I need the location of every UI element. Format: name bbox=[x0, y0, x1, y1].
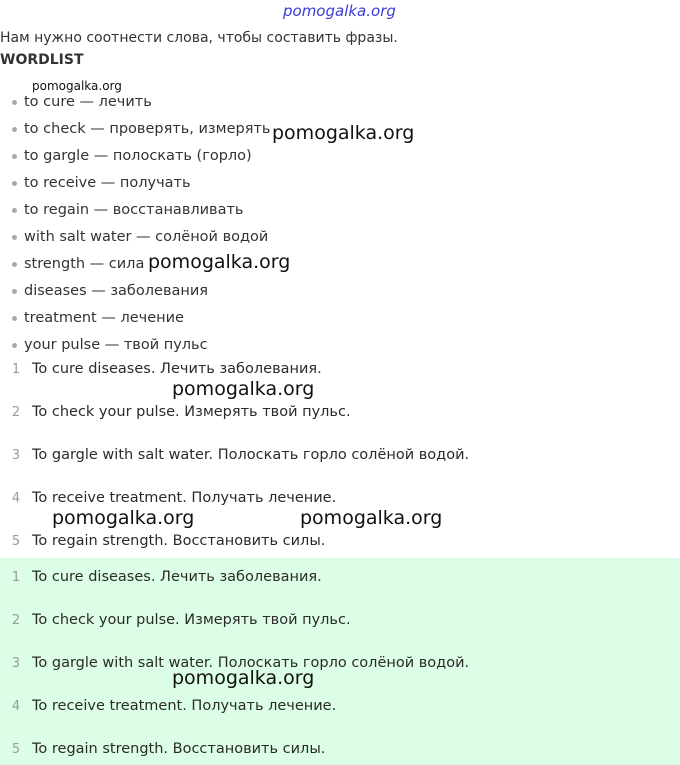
phrase-text: To receive treatment. Получать лечение. bbox=[32, 490, 337, 506]
wordlist-item bbox=[12, 304, 270, 331]
phrase-number: 1 bbox=[11, 361, 21, 377]
wordlist-item-text: treatment — лечение bbox=[24, 309, 184, 326]
answer-text: To cure diseases. Лечить заболевания. bbox=[32, 569, 322, 585]
answer-text: To regain strength. Восстановить силы. bbox=[32, 741, 326, 757]
phrase-text: To cure diseases. Лечить заболевания. bbox=[32, 361, 322, 377]
phrase-text: To gargle with salt water. Полоскать горло солёной водой. bbox=[32, 447, 470, 463]
phrase-number: 4 bbox=[11, 490, 21, 506]
watermark-top: pomogalka.org bbox=[283, 2, 396, 20]
phrase-row bbox=[0, 443, 469, 467]
phrase-number: 5 bbox=[11, 533, 21, 549]
watermark: pomogalka.org bbox=[52, 507, 195, 529]
bullet-icon bbox=[12, 127, 17, 132]
answer-text: To check your pulse. Измерять твой пульс. bbox=[32, 612, 351, 628]
wordlist-item-text: to gargle — полоскать (горло) bbox=[24, 147, 252, 164]
phrase-number: 3 bbox=[11, 447, 21, 463]
answer-text: To gargle with salt water. Полоскать горло солёной водой. bbox=[32, 655, 470, 671]
answer-number: 4 bbox=[11, 698, 21, 714]
wordlist-item bbox=[12, 223, 270, 250]
wordlist-item-text: to regain — восстанавливать bbox=[24, 201, 244, 218]
bullet-icon bbox=[12, 235, 17, 240]
bullet-icon bbox=[12, 181, 17, 186]
wordlist-item-text: with salt water — солёной водой bbox=[24, 228, 269, 245]
watermark: pomogalka.org bbox=[272, 122, 415, 144]
phrase-number: 2 bbox=[11, 404, 21, 420]
wordlist-item bbox=[12, 277, 270, 304]
bullet-icon bbox=[12, 154, 17, 159]
bullet-icon bbox=[12, 262, 17, 267]
answer-number: 1 bbox=[11, 569, 21, 585]
wordlist-item-text: your pulse — твой пульс bbox=[24, 336, 208, 353]
intro-text: Нам нужно соотнести слова, чтобы составить фразы. bbox=[0, 30, 398, 46]
answer-number: 3 bbox=[11, 655, 21, 671]
wordlist-item-text: diseases — заболевания bbox=[24, 282, 208, 299]
watermark: pomogalka.org bbox=[172, 378, 315, 400]
bullet-icon bbox=[12, 343, 17, 348]
watermark: pomogalka.org bbox=[32, 79, 122, 93]
answers-block bbox=[0, 558, 680, 765]
watermark: pomogalka.org bbox=[148, 251, 291, 273]
answer-row bbox=[0, 694, 336, 718]
answer-row bbox=[0, 737, 325, 761]
wordlist-item bbox=[12, 169, 270, 196]
bullet-icon bbox=[12, 289, 17, 294]
wordlist-item bbox=[12, 331, 270, 358]
phrase-text: To regain strength. Восстановить силы. bbox=[32, 533, 326, 549]
answer-number: 2 bbox=[11, 612, 21, 628]
wordlist-item-text: to receive — получать bbox=[24, 174, 191, 191]
bullet-icon bbox=[12, 100, 17, 105]
wordlist-item-text: to check — проверять, измерять bbox=[24, 120, 271, 137]
phrase-row bbox=[0, 400, 351, 424]
answer-row bbox=[0, 608, 351, 632]
watermark: pomogalka.org bbox=[172, 667, 315, 689]
watermark: pomogalka.org bbox=[300, 507, 443, 529]
bullet-icon bbox=[12, 208, 17, 213]
answer-number: 5 bbox=[11, 741, 21, 757]
phrase-row bbox=[0, 529, 325, 553]
wordlist-item bbox=[12, 142, 270, 169]
wordlist-item bbox=[12, 115, 270, 142]
wordlist-item-text: strength — сила bbox=[24, 255, 145, 272]
wordlist-item-text: to cure — лечить bbox=[24, 93, 152, 110]
phrase-text: To check your pulse. Измерять твой пульс. bbox=[32, 404, 351, 420]
bullet-icon bbox=[12, 316, 17, 321]
wordlist bbox=[12, 88, 270, 358]
wordlist-item bbox=[12, 196, 270, 223]
answer-row bbox=[0, 565, 322, 589]
answer-text: To receive treatment. Получать лечение. bbox=[32, 698, 337, 714]
wordlist-heading: WORDLIST bbox=[0, 52, 84, 68]
